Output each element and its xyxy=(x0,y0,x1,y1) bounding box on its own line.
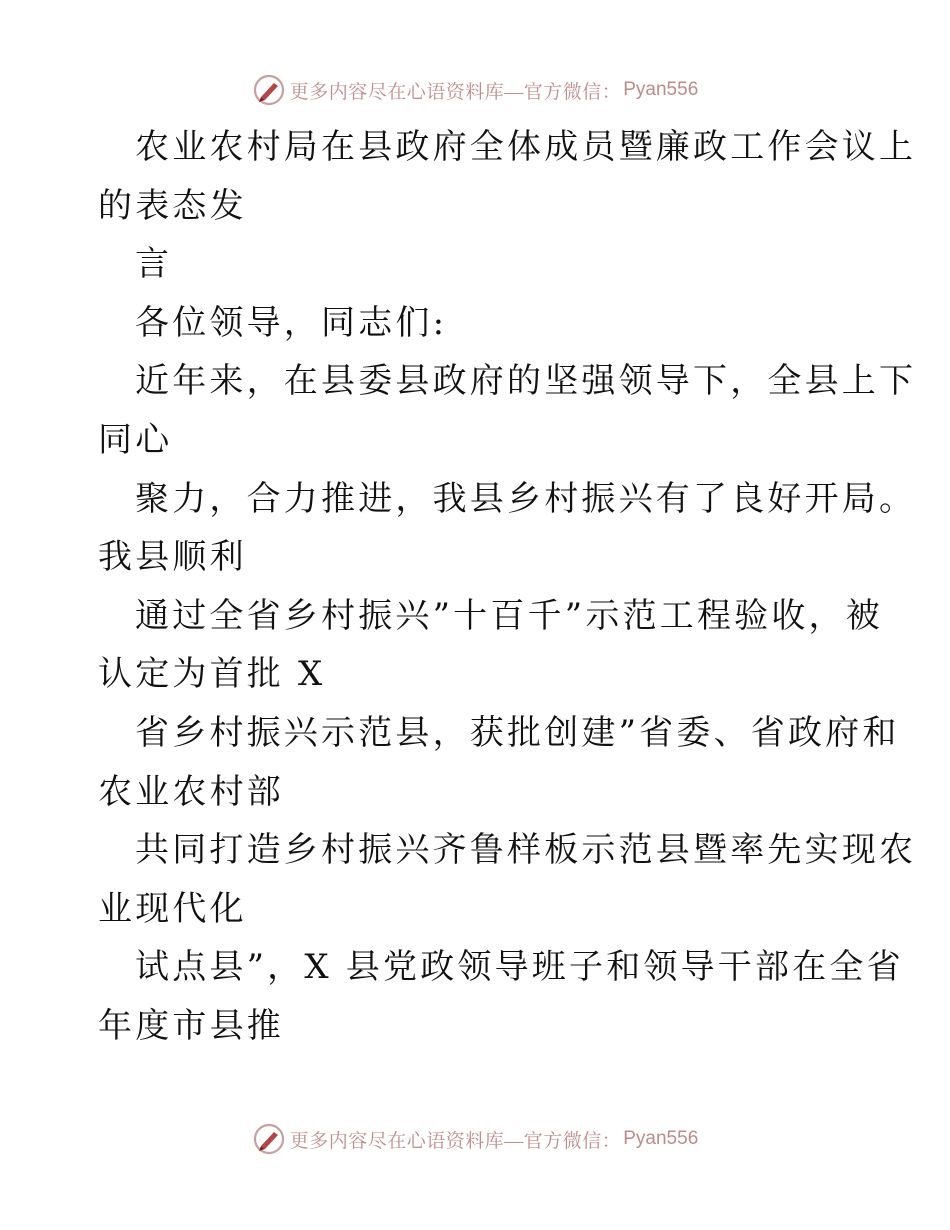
watermark-id: Pyan556 xyxy=(623,79,699,100)
text-line: 省乡村振兴示范县，获批创建”省委、省政府和 xyxy=(135,712,900,753)
text-line: 认定为首批 X xyxy=(98,654,326,695)
watermark-header xyxy=(0,70,950,110)
text-line: 年度市县推 xyxy=(98,1005,284,1046)
text-line: 的表态发 xyxy=(98,185,247,226)
text-line: 业现代化 xyxy=(98,888,247,929)
text-line: 农业农村部 xyxy=(98,771,284,812)
watermark-footer xyxy=(0,1119,950,1159)
watermark-text: 更多内容尽在心语资料库—官方微信： xyxy=(289,1130,622,1152)
text-line: 通过全省乡村振兴”十百千”示范工程验收，被 xyxy=(135,595,883,636)
text-line: 近年来，在县委县政府的坚强领导下，全县上下 xyxy=(135,361,917,402)
document-body xyxy=(98,118,917,1056)
text-line: 试点县”，X 县党政领导班子和领导干部在全省 xyxy=(135,947,904,988)
watermark-text: 更多内容尽在心语资料库—官方微信： xyxy=(289,81,622,103)
pen-logo-icon xyxy=(252,73,286,107)
pen-logo-icon xyxy=(252,1122,286,1156)
text-line: 农业农村局在县政府全体成员暨廉政工作会议上 xyxy=(135,127,917,167)
text-line: 共同打造乡村振兴齐鲁样板示范县暨率先实现农 xyxy=(135,830,917,871)
text-line: 各位领导，同志们: xyxy=(135,302,448,343)
text-line: 同心 xyxy=(98,419,173,460)
text-line: 言 xyxy=(135,244,173,285)
text-line: 我县顺利 xyxy=(98,537,247,578)
text-line: 聚力，合力推进，我县乡村振兴有了良好开局。 xyxy=(135,478,917,519)
watermark-id: Pyan556 xyxy=(623,1128,699,1149)
